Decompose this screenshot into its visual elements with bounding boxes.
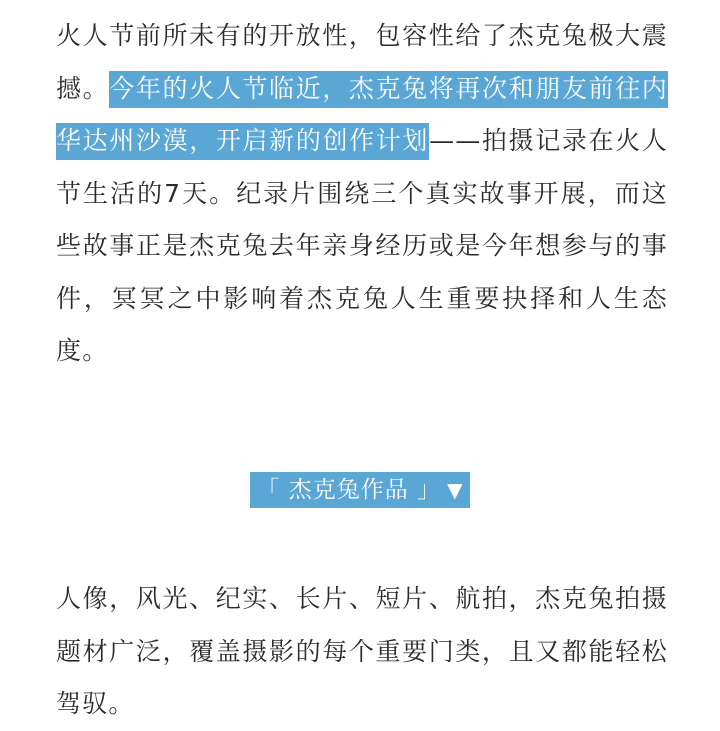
highlighted-text: 今年的火人节临近，杰克兔将再次和朋友前往内华达州沙漠，开启新的创作计划 bbox=[56, 71, 668, 161]
intro-text-before: 火人节前所未有的开放性，包容性给了杰克兔极大震撼。 bbox=[56, 21, 668, 103]
section-badge-works bbox=[250, 472, 470, 508]
intro-paragraph bbox=[56, 10, 668, 378]
works-paragraph: 人像，风光、纪实、长片、短片、航拍，杰克兔拍摄题材广泛，覆盖摄影的每个重要门类，且又都能轻松驾驭。 bbox=[56, 584, 668, 718]
section-badge-label: 「 杰克兔作品 」 bbox=[256, 477, 442, 503]
intro-text-after: ——拍摄记录在火人节生活的7天。纪录片围绕三个真实故事开展，而这些故事正是杰克兔去年亲身经历或是今年想参与的事件，冥冥之中影响着杰克兔人生重要抉择和人生态度。 bbox=[56, 126, 668, 365]
triangle-down-icon: ▼ bbox=[447, 478, 464, 502]
